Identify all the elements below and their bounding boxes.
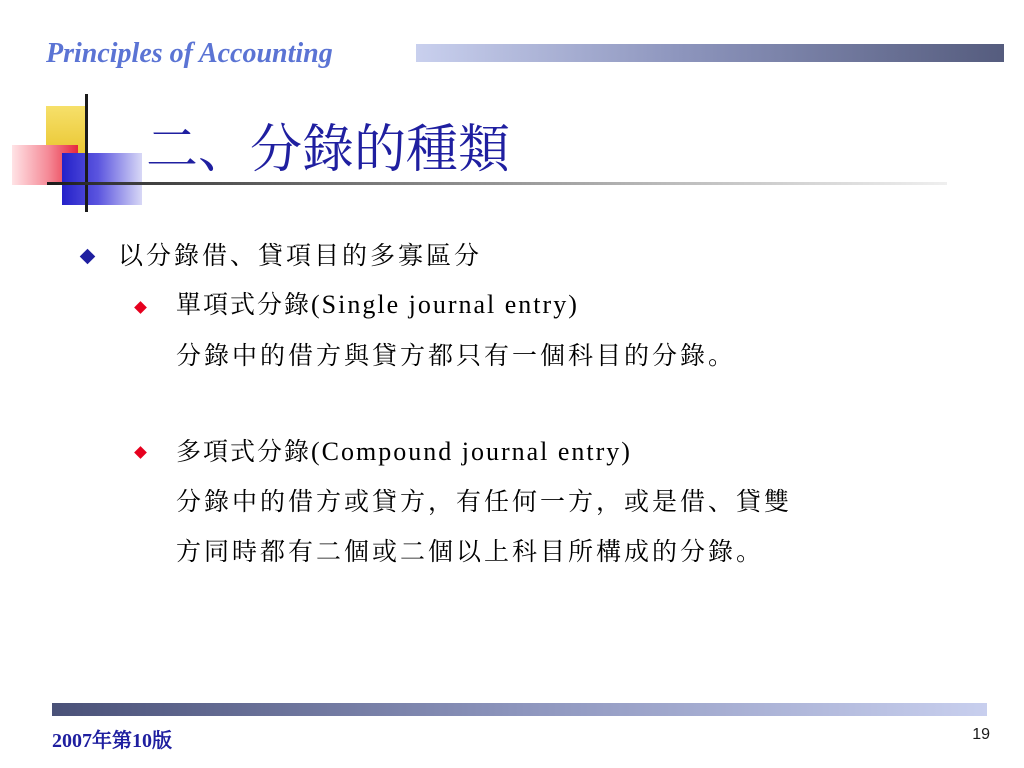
sub-bullet-diamond-icon <box>134 446 147 459</box>
single-entry-label-cn: 單項式分錄 <box>176 290 312 319</box>
footer-edition: 2007年第10版 <box>52 730 172 752</box>
single-entry-heading <box>176 285 579 325</box>
compound-entry-label-cn: 多項式分錄 <box>176 437 312 466</box>
bullet-diamond-icon <box>80 249 96 265</box>
course-title: Principles of Accounting <box>46 38 333 69</box>
footer-decorative-bar <box>52 703 987 716</box>
sub-bullet-diamond-icon <box>134 301 147 314</box>
compound-entry-heading <box>176 432 632 472</box>
slide-title: 二、分錄的種類 <box>146 120 511 180</box>
single-entry-label-en: (Single journal entry) <box>311 290 579 319</box>
compound-entry-description-line1: 分錄中的借方或貸方，有任何一方，或是借、貸雙 <box>176 487 793 516</box>
page-number: 19 <box>972 726 990 743</box>
decorative-vertical-line <box>85 94 88 212</box>
header-decorative-bar <box>416 44 1004 62</box>
single-entry-description: 分錄中的借方與貸方都只有一個科目的分錄。 <box>176 341 737 370</box>
compound-entry-description-line2: 方同時都有二個或二個以上科目所構成的分錄。 <box>176 537 765 566</box>
compound-entry-label-en: (Compound journal entry) <box>311 437 632 466</box>
bullet-level1-text: 以分錄借、貸項目的多寡區分 <box>118 241 483 270</box>
decorative-blue-rectangle <box>62 153 142 205</box>
